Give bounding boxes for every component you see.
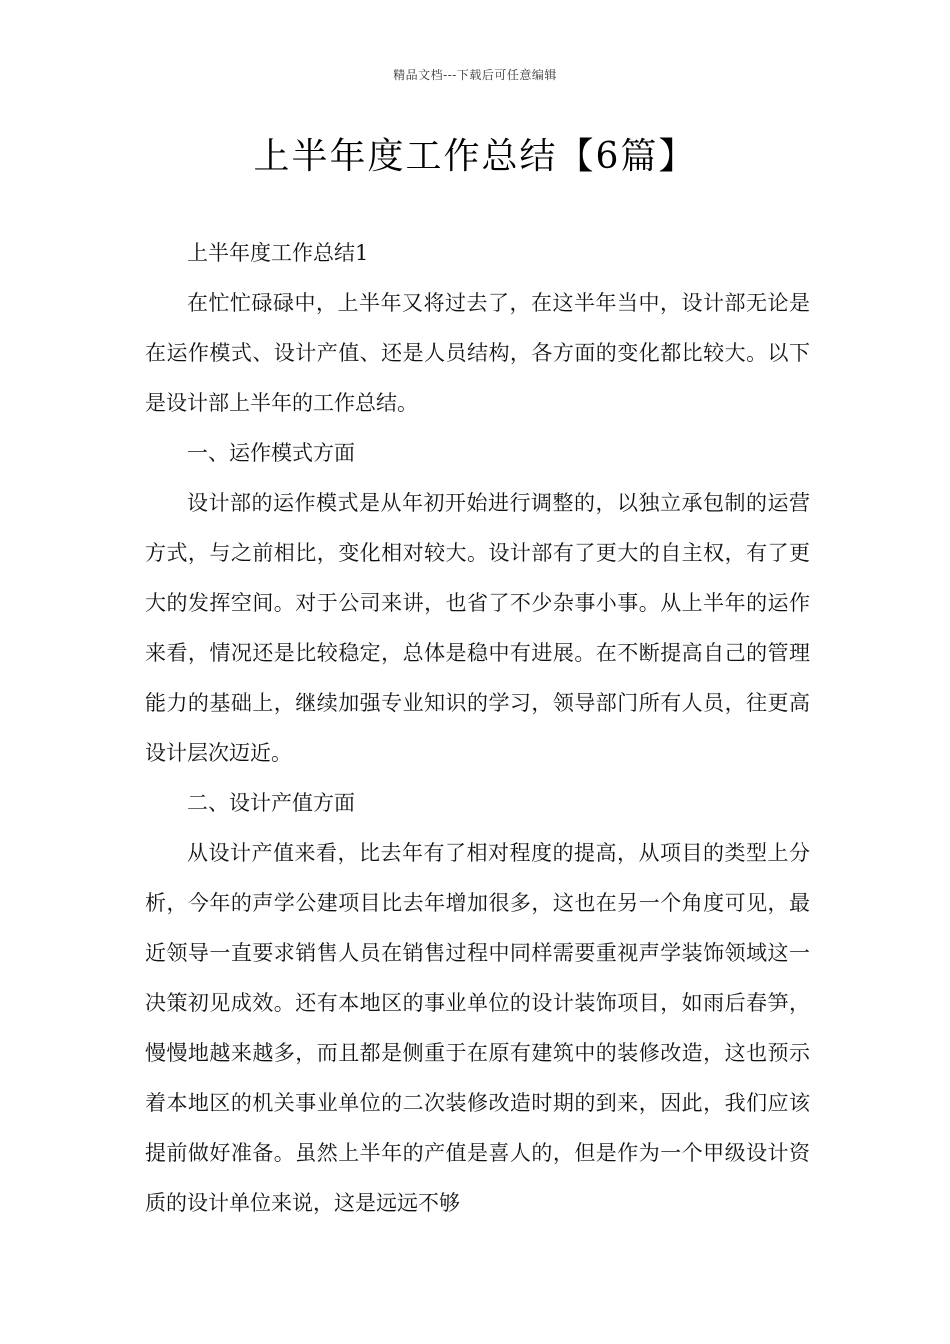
subheading-design-output: 二、设计产值方面 bbox=[187, 791, 355, 815]
paragraph-operation-mode: 设计部的运作模式是从年初开始进行调整的，以独立承包制的运营方式，与之前相比，变化相对较大。设计部有了更大的自主权，有了更大的发挥空间。对于公司来讲，也省了不少杂事小事。从上半年的运作来看，情况还是比较稳定，总体是稳中有进展。在不断提高自己的管理能力的基础上，继续加强专业知识的学习，领导部门所有人员，往更高设计层次迈近。 bbox=[145, 491, 810, 765]
header-note: 精品文档---下载后可任意编辑 bbox=[393, 68, 557, 82]
document-body bbox=[145, 228, 810, 1228]
paragraph-intro: 在忙忙碌碌中，上半年又将过去了，在这半年当中，设计部无论是在运作模式、设计产值、还是人员结构，各方面的变化都比较大。以下是设计部上半年的工作总结。 bbox=[145, 291, 810, 415]
paragraph-design-output: 从设计产值来看，比去年有了相对程度的提高，从项目的类型上分析，今年的声学公建项目比去年增加很多，这也在另一个角度可见，最近领导一直要求销售人员在销售过程中同样需要重视声学装饰领域这一决策初见成效。还有本地区的事业单位的设计装饰项目，如雨后春笋，慢慢地越来越多，而且都是侧重于在原有建筑中的装修改造，这也预示着本地区的机关事业单位的二次装修改造时期的到来，因此，我们应该提前做好准备。虽然上半年的产值是喜人的，但是作为一个甲级设计资质的设计单位来说，这是远远不够 bbox=[145, 841, 810, 1215]
subheading-operation-mode: 一、运作模式方面 bbox=[187, 441, 355, 465]
document-title: 上半年度工作总结【6篇】 bbox=[253, 136, 697, 177]
section-heading-1: 上半年度工作总结1 bbox=[187, 241, 369, 265]
